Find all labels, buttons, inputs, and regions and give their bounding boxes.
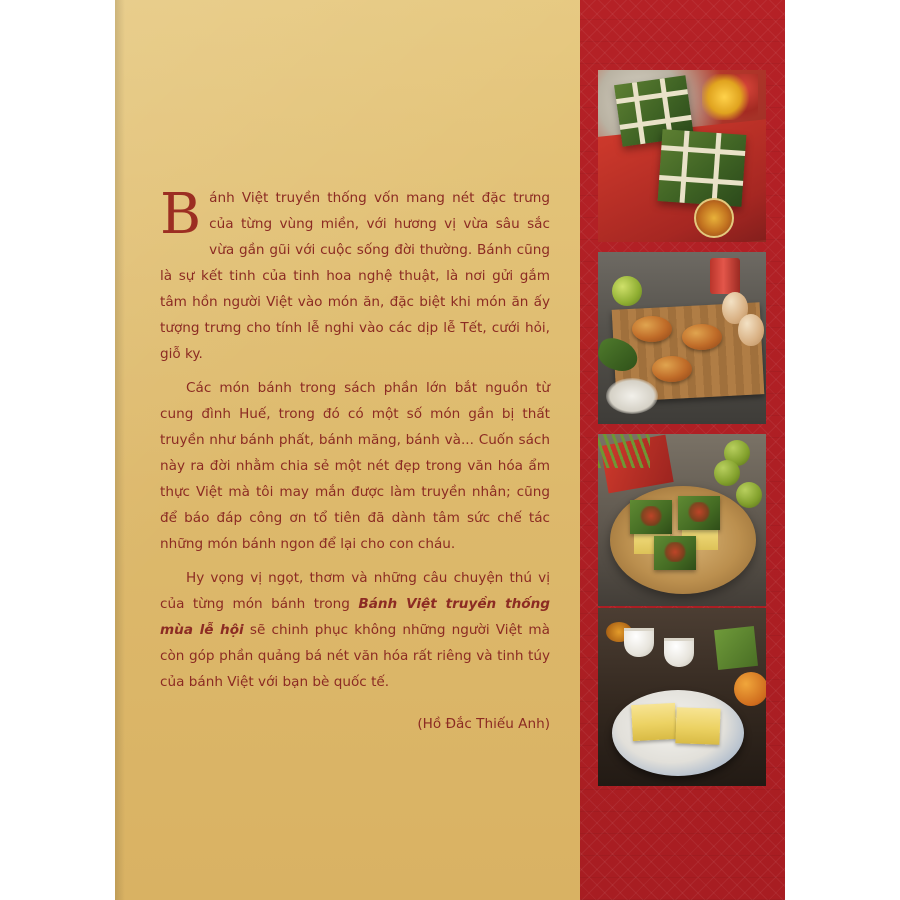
banh-vang-tea-photo <box>598 608 766 786</box>
drop-cap: B <box>160 182 202 247</box>
blurb-panel <box>115 0 580 900</box>
blurb-text-block <box>160 182 550 735</box>
author-attribution: (Hồ Đắc Thiếu Anh) <box>417 716 550 732</box>
book-back-cover <box>115 0 785 900</box>
book-title-inline: Bánh Việt truyền thống mùa lễ hội <box>160 596 550 638</box>
blurb-paragraph-3-after: sẽ chinh phục không những người Việt mà còn góp phần quảng bá nét văn hóa rất riêng và tinh túy của bánh Việt với bạn bè quốc tế. <box>160 622 550 690</box>
banh-chung-tet-photo <box>598 70 766 242</box>
blurb-paragraph-2: Các món bánh trong sách phần lớn bắt nguồn từ cung đình Huế, trong đó có một số món gần bị thất truyền như bánh phất, bánh măng, bánh và... Cuốn sách này ra đời nhằm chia sẻ một nét đẹp trong văn hóa ẩm thực Việt mà tôi may mắn được làm truyền nhân; cũng để báo đáp công ơn tổ tiên đã dành tâm sức chế tác những món bánh ngon để lại cho con cháu. <box>160 380 550 552</box>
blurb-paragraph-1 <box>160 182 550 367</box>
banh-nuong-wooden-board-photo <box>598 252 766 424</box>
banh-la-tray-photo <box>598 434 766 606</box>
blurb-paragraph-3-before: Hy vọng vị ngọt, thơm và những câu chuyện thú vị của từng món bánh trong <box>160 570 550 612</box>
blurb-paragraph-1-text: ánh Việt truyền thống vốn mang nét đặc trưng của từng vùng miền, với hương vị vừa sâu sắc vừa gần gũi với cuộc sống đời thường. Bánh cũng là sự kết tinh của tinh hoa nghệ thuật, là nơi gửi gắm tâm hồn người Việt vào món ăn, đặc biệt khi món ăn ấy tượng trưng cho tính lễ nghi vào các dịp lễ Tết, cưới hỏi, giỗ ky. <box>160 190 550 362</box>
photo-panel <box>580 0 785 900</box>
blurb-paragraph-3 <box>160 565 550 695</box>
